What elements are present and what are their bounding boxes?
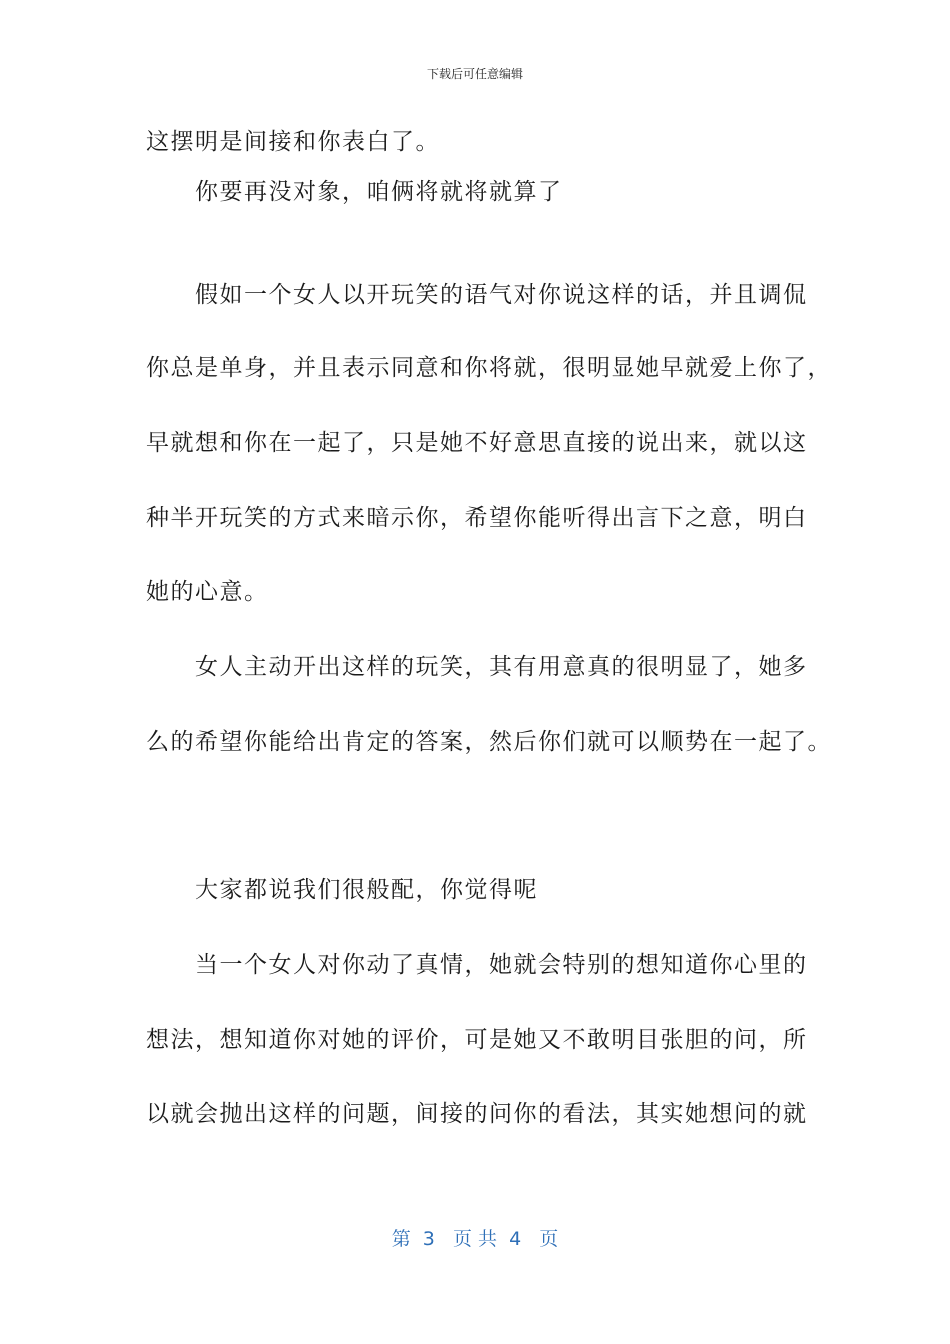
- body-line: 她的心意。: [146, 579, 269, 605]
- body-line: 你要再没对象，咱俩将就将就算了: [146, 179, 563, 205]
- body-line: 你总是单身，并且表示同意和你将就，很明显她早就爱上你了，: [146, 355, 832, 381]
- body-line: 想法，想知道你对她的评价，可是她又不敢明目张胆的问，所: [146, 1027, 808, 1053]
- body-line: 么的希望你能给出肯定的答案，然后你们就可以顺势在一起了。: [146, 729, 832, 755]
- body-line: 女人主动开出这样的玩笑，其有用意真的很明显了，她多: [146, 654, 808, 680]
- page-number-footer: 第 3 页 共 4 页: [391, 1228, 559, 1250]
- section-heading: 大家都说我们很般配，你觉得呢: [146, 877, 538, 903]
- body-line: 种半开玩笑的方式来暗示你，希望你能听得出言下之意，明白: [146, 505, 808, 531]
- page-header: 下载后可任意编辑: [426, 67, 523, 81]
- body-line: 假如一个女人以开玩笑的语气对你说这样的话，并且调侃: [146, 282, 808, 308]
- body-line: 这摆明是间接和你表白了。: [146, 129, 440, 155]
- body-line: 以就会抛出这样的问题，间接的问你的看法，其实她想问的就: [146, 1101, 808, 1127]
- body-line: 早就想和你在一起了，只是她不好意思直接的说出来，就以这: [146, 430, 808, 456]
- body-line: 当一个女人对你动了真情，她就会特别的想知道你心里的: [146, 952, 808, 978]
